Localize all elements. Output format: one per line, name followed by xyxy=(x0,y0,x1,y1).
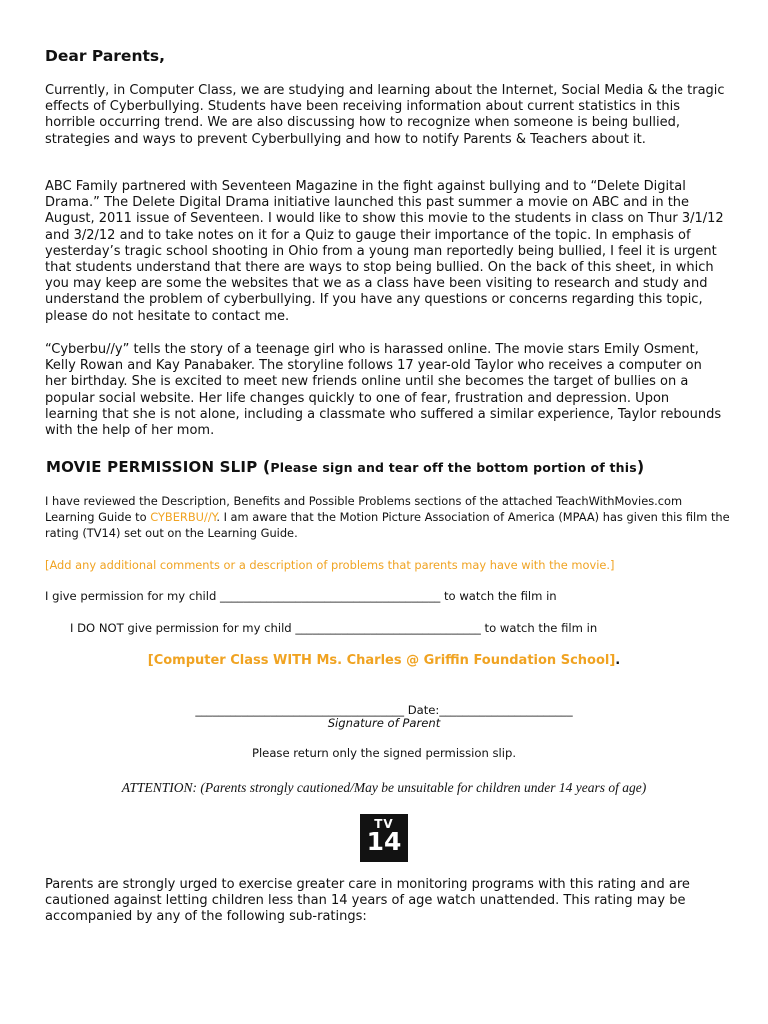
tv-badge-top: TV xyxy=(374,817,394,831)
class-info xyxy=(0,653,768,668)
letter-paragraph-3: “Cyberbu//y” tells the story of a teenage girl who is harassed online. The movie stars Emily Osment, Kelly Rowan and Kay Panabaker. The storyline follows 17 year-old Taylor who receives a computer on her birthday. She is excited to meet new friends online until she becomes the target of bullies on a popular social website. Her life changes quickly to one of fear, frustration and depression. Upon learning that she is not alone, including a classmate who suffered a similar experience, Taylor rebounds with the help of her mom. xyxy=(45,342,722,439)
no-permission-line: I DO NOT give permission for my child ________________________________ to watch the film in xyxy=(70,621,598,635)
slip-title-text: MOVIE PERMISSION SLIP xyxy=(46,458,258,476)
review-text-after: . I am aware that the Motion Picture Association of America (MPAA) has given this film the rating (TV14) set out on the Learning Guide. xyxy=(45,510,730,540)
letter-paragraph-1: Currently, in Computer Class, we are studying and learning about the Internet, Social Media & the tragic effects of Cyberbullying. Students have been receiving information about current statistics in this horrible occurring trend. We are also discussing how to recognize when someone is being bullied, strategies and ways to prevent Cyberbullying and how to notify Parents & Teachers about it. xyxy=(45,83,725,147)
signature-caption: Signature of Parent xyxy=(327,716,441,730)
slip-title-close-paren: ) xyxy=(636,457,645,476)
attention-text: : (Parents strongly cautioned/May be unsuitable for children under 14 years of age) xyxy=(192,780,647,795)
letter-paragraph-2: ABC Family partnered with Seventeen Magazine in the fight against bullying and to “Delete Digital Drama.” The Delete Digital Drama initiative launched this past summer a movie on ABC and in the August, 2011 issue of Seventeen. I would like to show this movie to the students in class on Thur 3/1/12 and 3/2/12 and to take notes on it for a Quiz to gauge their importance of the topic. In emphasis of yesterday’s tragic school shooting in Ohio from a young man reportedly being bullied, I feel it is urgent that students understand that there are ways to stop being bullied. On the back of this sheet, in which you may keep are some the websites that we as a class have been visiting to research and study and understand the problem of cyberbullying. If you have any questions or concerns regarding this topic, please do not hesitate to contact me. xyxy=(45,179,724,324)
letter-greeting: Dear Parents, xyxy=(45,47,165,65)
rating-description: Parents are strongly urged to exercise greater care in monitoring programs with this rating and are cautioned against letting children less than 14 years of age watch unattended. This rating may be accompanied by any of the following sub-ratings: xyxy=(45,877,690,925)
slip-title-note: Please sign and tear off the bottom portion of this xyxy=(270,460,637,475)
attention-note xyxy=(0,780,768,796)
class-info-period: . xyxy=(615,653,621,668)
permission-slip-title xyxy=(46,457,644,476)
slip-title-open-paren: ( xyxy=(262,457,271,476)
tv-badge-number: 14 xyxy=(366,827,402,856)
comments-note: [Add any additional comments or a description of problems that parents may have with the movie.] xyxy=(45,558,615,572)
tv14-rating-icon xyxy=(360,814,408,862)
review-movie-title: CYBERBU//Y xyxy=(150,510,217,524)
review-statement xyxy=(45,493,735,541)
permission-line: I give permission for my child ______________________________________ to watch the film in xyxy=(45,589,557,603)
return-note: Please return only the signed permission slip. xyxy=(251,746,517,760)
review-text-before: I have reviewed the Description, Benefits and Possible Problems sections of the attached TeachWithMovies.com Learning Guide to xyxy=(45,494,683,524)
attention-label: ATTENTION xyxy=(121,780,193,795)
signature-date-line: ____________________________________ Date:_______________________ xyxy=(195,703,573,717)
class-info-text: [Computer Class WITH Ms. Charles @ Griffin Foundation School] xyxy=(147,653,616,668)
